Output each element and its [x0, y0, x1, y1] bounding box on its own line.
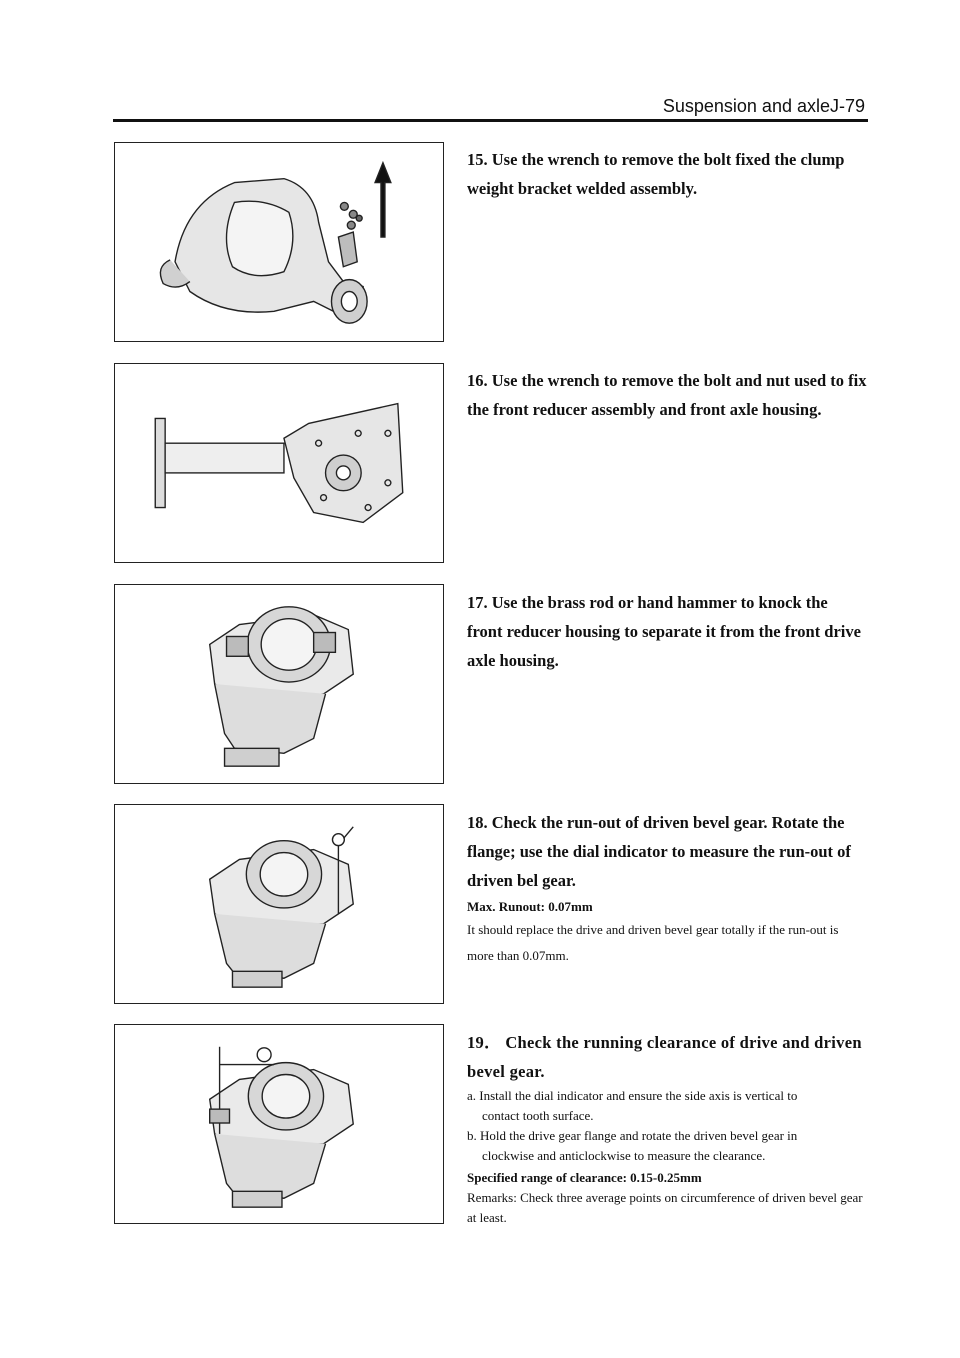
- figure-17: [114, 584, 444, 784]
- step-19-title: 19． Check the running clearance of drive and driven bevel gear.: [467, 1033, 862, 1081]
- figure-15: [114, 142, 444, 342]
- step-18-spec: Max. Runout: 0.07mm: [467, 899, 593, 914]
- figure-18: [114, 804, 444, 1004]
- step-19-item-b: b. Hold the drive gear flange and rotate the driven bevel gear in: [467, 1128, 798, 1143]
- differential-bolt-removal-illustration: [115, 143, 443, 341]
- runout-measurement-illustration: [115, 805, 443, 1003]
- step-18-title: 18. Check the run-out of driven bevel gear. Rotate the flange; use the dial indicator to measure the run-out of driven bel gear.: [467, 813, 851, 890]
- step-18: [467, 808, 867, 969]
- step-15: [467, 145, 867, 203]
- step-19-item-a: a. Install the dial indicator and ensure the side axis is vertical to: [467, 1088, 798, 1103]
- reducer-housing-illustration: [115, 585, 443, 783]
- figure-16: [114, 363, 444, 563]
- step-18-note: It should replace the drive and driven bevel gear totally if the run-out is more than 0.07mm.: [467, 922, 839, 963]
- step-17-title: 17. Use the brass rod or hand hammer to knock the front reducer housing to separate it from the front drive axle housing.: [467, 593, 861, 670]
- figure-19: [114, 1024, 444, 1224]
- step-19-item-a-cont: contact tooth surface.: [482, 1108, 594, 1123]
- step-15-title: 15. Use the wrench to remove the bolt fixed the clump weight bracket welded assembly.: [467, 150, 845, 198]
- axle-housing-illustration: [115, 364, 443, 562]
- step-16-title: 16. Use the wrench to remove the bolt and nut used to fix the front reducer assembly and front axle housing.: [467, 371, 867, 419]
- clearance-measurement-illustration: [115, 1025, 443, 1223]
- step-16: [467, 366, 867, 424]
- page-header: Suspension and axleJ-79: [662, 96, 865, 116]
- step-19-spec: Specified range of clearance: 0.15-0.25mm: [467, 1170, 702, 1185]
- step-19-item-b-cont: clockwise and anticlockwise to measure the clearance.: [482, 1148, 766, 1163]
- step-19: [467, 1028, 867, 1228]
- step-17: [467, 588, 867, 675]
- header-rule: [113, 119, 868, 122]
- step-19-remarks: Remarks: Check three average points on circumference of driven bevel gear at least.: [467, 1190, 863, 1225]
